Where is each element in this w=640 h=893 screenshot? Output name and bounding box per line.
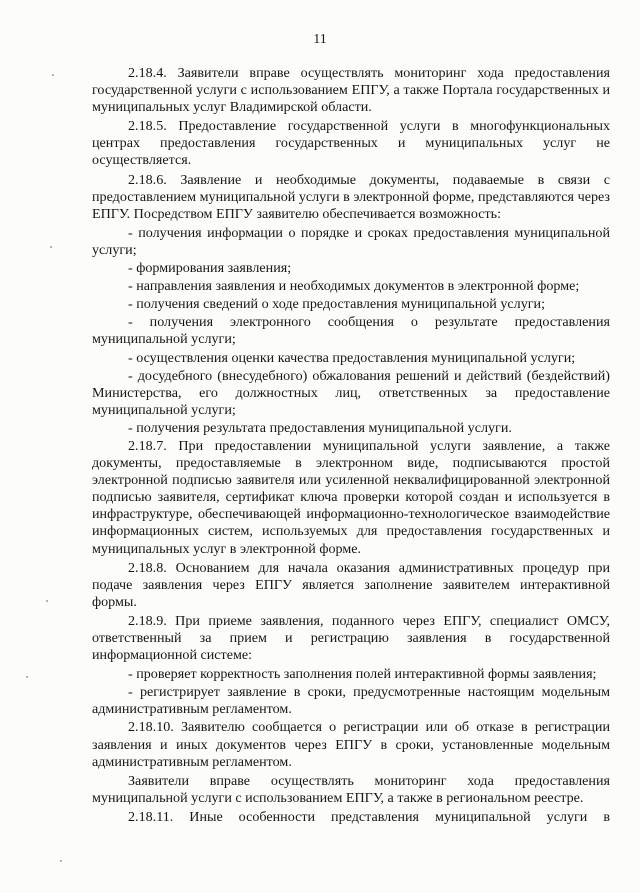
list-item: - получения сведений о ходе предоставления муниципальной услуги; [128, 296, 545, 313]
paragraph: 2.18.8. Основанием для начала оказания административных процедур при подаче заявления через ЕПГУ является заполнение заявителем интерактивной формы. [92, 559, 610, 610]
page-number: 11 [313, 32, 327, 47]
paragraph: 2.18.9. При приеме заявления, поданного через ЕПГУ, специалист ОМСУ, ответственный за прием и регистрацию заявления в государственной информационной системе: [92, 612, 610, 664]
list-item: - получения информации о порядке и сроках предоставления муниципальной услуги; [92, 224, 610, 258]
paragraph: 2.18.5. Предоставление государственной услуги в многофункциональных центрах предоставления государственных и муниципальных услуг не осуществляется. [92, 118, 610, 169]
scan-speck [50, 246, 52, 248]
paragraph: 2.18.11. Иные особенности представления муниципальной услуги в [128, 808, 610, 825]
scan-speck [60, 860, 62, 862]
paragraph: 2.18.7. При предоставлении муниципальной услуги заявление, а также документы, предоставляемые в электронном виде, подписываются простой электронной подписью заявителя или усиленной неквалифицированной электронной подписью заявителя, сертификат ключа проверки которой создан и используется в инфраструктуре, обеспечивающей информационно-технологическое взаимодействие информационных систем, используемых для предоставления государственных и муниципальных услуг в электронной форме. [92, 437, 610, 557]
list-item: - формирования заявления; [128, 260, 292, 277]
scan-speck [52, 74, 54, 76]
document-body [92, 65, 610, 828]
list-item: - регистрирует заявление в сроки, предусмотренные настоящим модельным административным регламентом. [92, 684, 610, 718]
list-item: - проверяет корректность заполнения полей интерактивной формы заявления; [128, 666, 597, 683]
list-item: - досудебного (внесудебного) обжалования решений и действий (бездействий) Министерства, его должностных лиц, ответственных за предоставление муниципальной услуги; [92, 367, 610, 418]
list-item: - осуществления оценки качества предоставления муниципальной услуги; [128, 349, 576, 366]
scan-speck [46, 600, 48, 602]
list-item: - получения результата предоставления муниципальной услуги. [128, 419, 512, 436]
paragraph: Заявители вправе осуществлять мониторинг хода предоставления муниципальной услуги с использованием ЕПГУ, а также в региональном реестре. [92, 772, 610, 806]
scan-speck [26, 676, 28, 678]
list-item: - получения электронного сообщения о результате предоставления муниципальной услуги; [92, 314, 610, 348]
list-item: - направления заявления и необходимых документов в электронной форме; [128, 278, 580, 295]
paragraph: 2.18.10. Заявителю сообщается о регистрации или об отказе в регистрации заявления и иных документов через ЕПГУ в сроки, установленные модельным административным регламентом. [92, 719, 610, 770]
paragraph: 2.18.4. Заявители вправе осуществлять мониторинг хода предоставления государственной услуги с использованием ЕПГУ, а также Портала государственных и муниципальных услуг Владимирской области. [92, 65, 610, 116]
paragraph: 2.18.6. Заявление и необходимые документы, подаваемые в связи с предоставлением муниципальной услуги в электронной форме, представляются через ЕПГУ. Посредством ЕПГУ заявителю обеспечивается возможность: [92, 171, 610, 222]
